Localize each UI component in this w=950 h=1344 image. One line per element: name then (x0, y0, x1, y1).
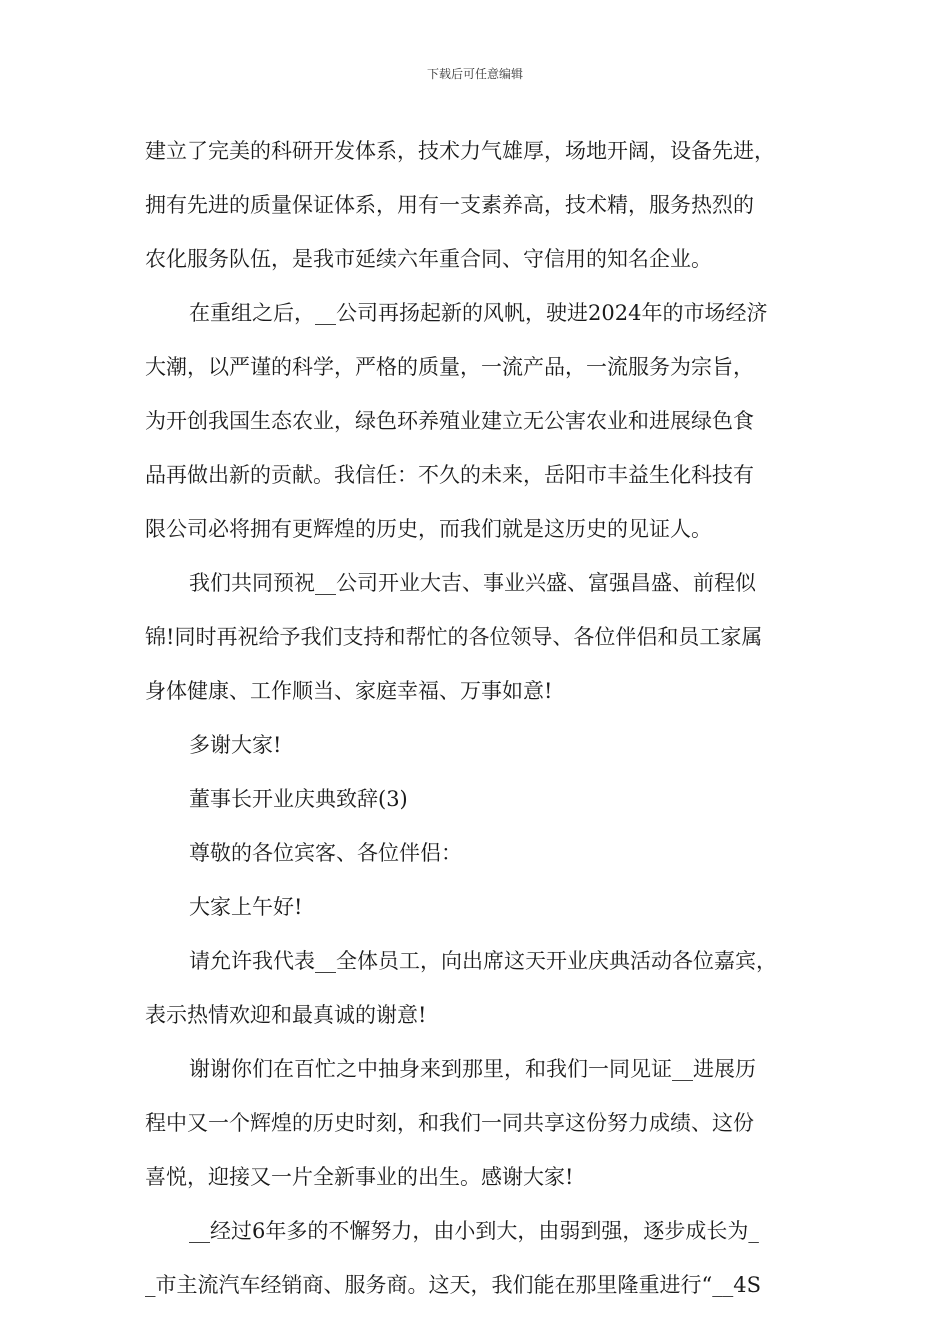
text-line: 为开创我国生态农业，绿色环养殖业建立无公害农业和进展绿色食 (145, 409, 754, 433)
text-line: 董事长开业庆典致辞(3) (189, 787, 408, 811)
text-line: 尊敬的各位宾客、各位伴侣： (189, 841, 462, 865)
document-body (145, 128, 810, 1308)
text-line: 限公司必将拥有更辉煌的历史，而我们就是这历史的见证人。 (145, 517, 712, 541)
text-line: 喜悦，迎接又一片全新事业的出生。感谢大家! (145, 1165, 574, 1189)
text-line: 在重组之后，__公司再扬起新的风帆，驶进2024年的市场经济 (189, 301, 768, 325)
text-line: _市主流汽车经销商、服务商。这天，我们能在那里隆重进行“__4S (145, 1273, 761, 1297)
text-line: 谢谢你们在百忙之中抽身来到那里，和我们一同见证__进展历 (189, 1057, 756, 1081)
text-line: 表示热情欢迎和最真诚的谢意! (145, 1003, 427, 1027)
text-line: 锦!同时再祝给予我们支持和帮忙的各位领导、各位伴侣和员工家属 (145, 625, 763, 649)
text-line: __经过6年多的不懈努力，由小到大，由弱到强，逐步成长为_ (189, 1219, 759, 1243)
text-line: 农化服务队伍，是我市延续六年重合同、守信用的知名企业。 (145, 247, 712, 271)
page-header: 下载后可任意编辑 (426, 67, 523, 81)
text-line: 我们共同预祝__公司开业大吉、事业兴盛、富强昌盛、前程似 (189, 571, 756, 595)
text-line: 建立了完美的科研开发体系，技术力气雄厚，场地开阔，设备先进， (145, 139, 775, 163)
text-line: 大家上午好! (189, 895, 303, 919)
text-line: 程中又一个辉煌的历史时刻，和我们一同共享这份努力成绩、这份 (145, 1111, 754, 1135)
text-line: 多谢大家! (189, 733, 282, 757)
text-line: 大潮，以严谨的科学，严格的质量，一流产品，一流服务为宗旨， (145, 355, 754, 379)
text-line: 品再做出新的贡献。我信任：不久的未来，岳阳市丰益生化科技有 (145, 463, 754, 487)
text-line: 拥有先进的质量保证体系，用有一支素养高，技术精，服务热烈的 (145, 193, 754, 217)
text-line: 身体健康、工作顺当、家庭幸福、万事如意! (145, 679, 553, 703)
text-line: 请允许我代表__全体员工，向出席这天开业庆典活动各位嘉宾， (189, 949, 777, 973)
